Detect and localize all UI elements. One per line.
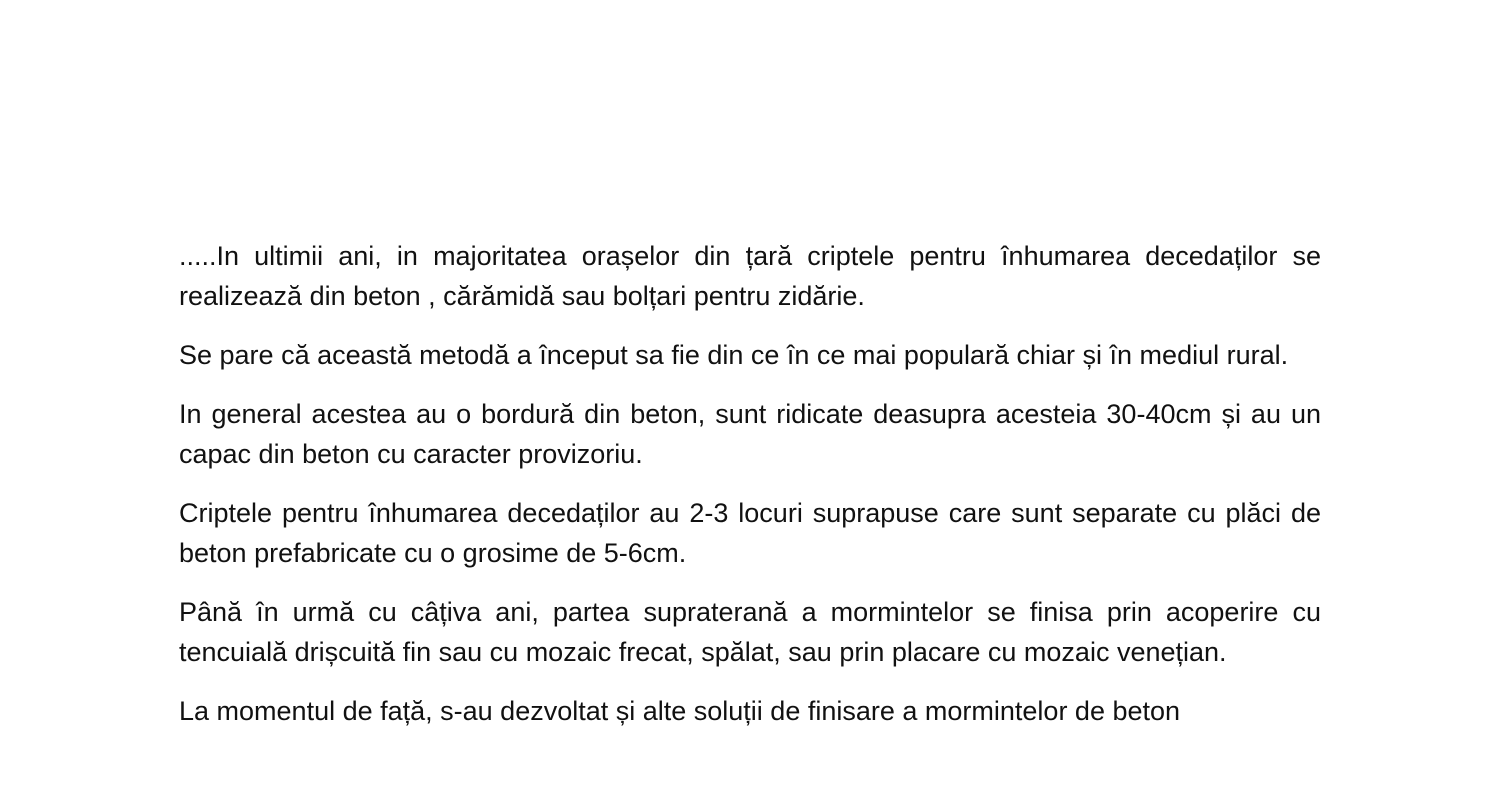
paragraph-3: In general acestea au o bordură din beton, sunt ridicate deasupra acesteia 30-40cm și au un capac din beton cu caracter provizoriu.: [179, 399, 1321, 469]
paragraph-6: La momentul de față, s-au dezvoltat și alte soluții de finisare a mormintelor de beton: [179, 696, 1181, 726]
paragraph-5: Până în urmă cu câțiva ani, partea supraterană a mormintelor se finisa prin acoperire cu tencuială drișcuită fin sau cu mozaic frecat, spălat, sau prin placare cu mozaic venețian.: [179, 597, 1321, 667]
paragraph-2: Se pare că această metodă a început sa fie din ce în ce mai populară chiar și în mediul rural.: [179, 340, 1289, 370]
paragraph-4: Criptele pentru înhumarea decedaților au 2-3 locuri suprapuse care sunt separate cu plăci de beton prefabricate cu o grosime de 5-6cm.: [179, 498, 1321, 568]
document-body: [179, 236, 1321, 750]
paragraph-1: .....In ultimii ani, in majoritatea orașelor din țară criptele pentru înhumarea decedaților se realizează din beton , cărămidă sau bolțari pentru zidărie.: [179, 241, 1321, 311]
